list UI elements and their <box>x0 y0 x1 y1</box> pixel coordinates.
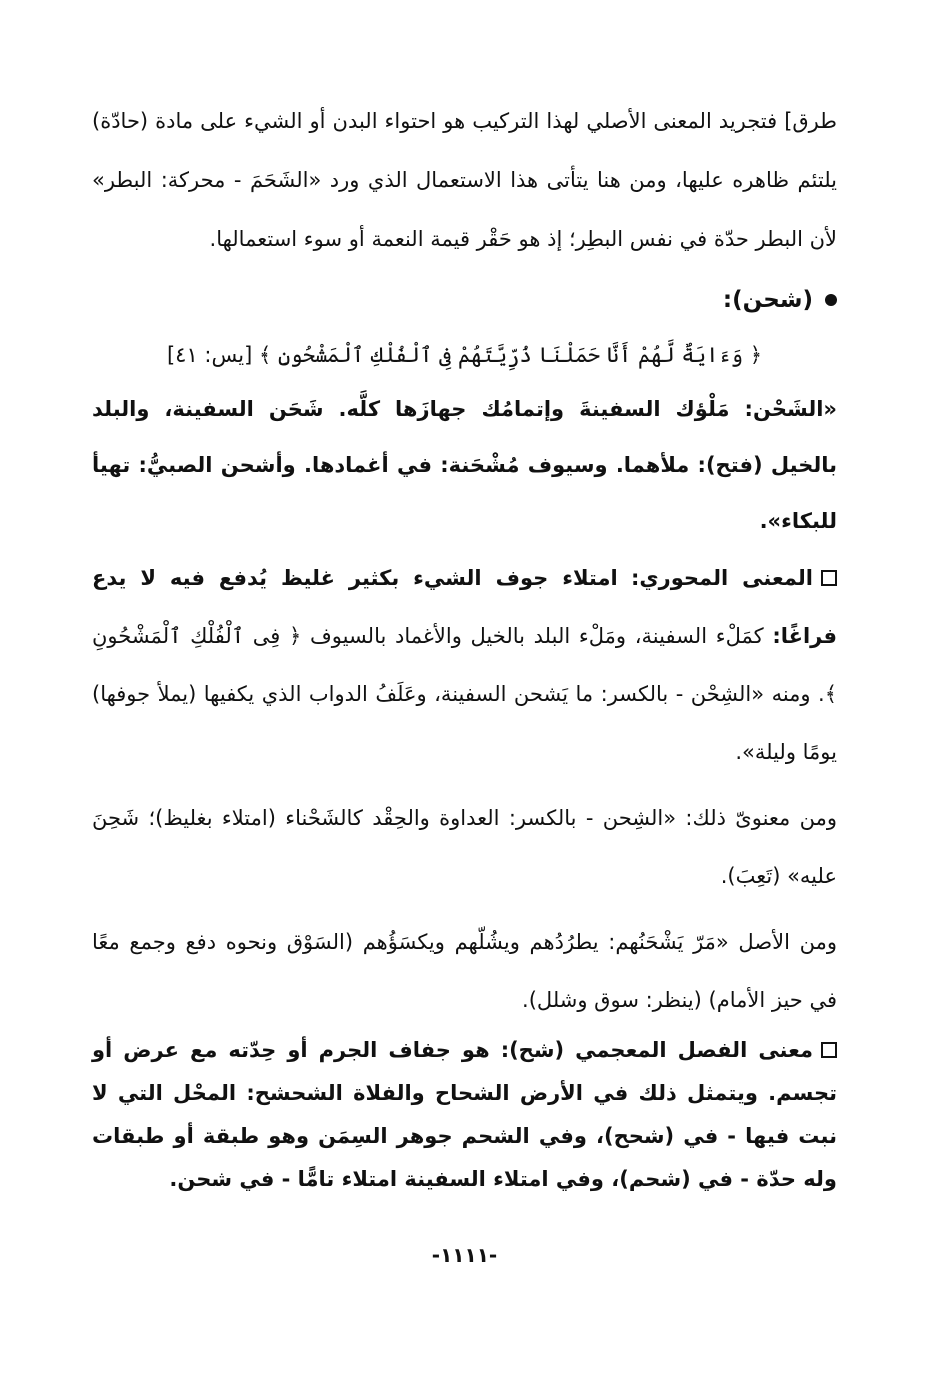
entry-heading-text: (شحن): <box>722 286 813 313</box>
origin-paragraph: ومن الأصل «مَرّ يَشْحَنُهم: يطرُدُهم ويشُلّهم ويكسَؤُهم (السَوْق ونحوه دفع وجمع معًا في حيز الأمام) (ينظر: سوق وشلل). <box>92 930 837 1012</box>
entry-heading <box>92 271 837 329</box>
lexical-chapter-label: معنى الفصل المعجمي (شح): <box>500 1038 813 1062</box>
page-body <box>92 92 837 1201</box>
square-bullet-icon <box>821 570 837 586</box>
bullet-icon <box>825 294 837 306</box>
page-number: -١١١١- <box>431 1243 498 1267</box>
axial-meaning-paragraph <box>92 549 837 781</box>
verse-reference: [يس: ٤١] <box>166 343 253 367</box>
moral-meaning-paragraph: ومن معنوىّ ذلك: «الشِحن - بالكسر: العداوة والحِقْد كالشَحْناء (امتلاء بغليظ)؛ شَحِنَ عليه» (تَعِبَ). <box>92 806 837 888</box>
axial-meaning-lead: امتلاء جوف الشيء بكثير غليظ يُدفع فيه لا يدع فراغًا: <box>92 566 837 648</box>
intro-paragraph: طرق] فتجريد المعنى الأصلي لهذا التركيب هو احتواء البدن أو الشيء على مادة (حادّة) يلتئم ظاهره عليها، ومن هنا يتأتى هذا الاستعمال الذي ورد «الشَحَمَ - محركة: البطر» لأن البطر حدّة في نفس البطِر؛ إذ هو حَقْر قيمة النعمة أو سوء استعمالها. <box>92 109 837 251</box>
lexical-chapter-body: هو جفاف الجرم أو حِدّته مع عرض أو تجسم. ويتمثل ذلك في الأرض الشحاح والفلاة الشحشح: المحْل التي لا نبت فيها - في (شحح)، وفي الشحم جوهر السِمَن وهو طبقة أو طبقات وله حدّة - في (شحم)، وفي امتلاء السفينة امتلاء تامًّا - في شحن. <box>92 1038 837 1191</box>
verse-text: ﴿ وَءَايَةٌ لَّهُمْ أَنَّا حَمَلْنَا ذُرِّيَّتَهُمْ فِى ٱلْفُلْكِ ٱلْمَشْحُونِ ﴾ <box>258 343 763 367</box>
dictionary-definition: «الشَحْن: مَلْؤك السفينةَ وإتمامُك جهازَها كلَّه. شَحَن السفينة، والبلد بالخيل (فتح): ملأهما. وسيوف مُشْحَنة: في أغمادها. وأشحن الصبيُّ: تهيأ للبكاء». <box>92 397 837 533</box>
lexical-chapter-paragraph <box>92 1029 837 1201</box>
square-bullet-icon <box>821 1042 837 1058</box>
axial-meaning-label: المعنى المحوري: <box>631 566 813 590</box>
axial-meaning-body: كمَلْء السفينة، ومَلْء البلد بالخيل والأغماد بالسيوف ﴿ فِى ٱلْفُلْكِ ٱلْمَشْحُونِ ﴾. ومنه «الشِحْن - بالكسر: ما يَشحن السفينة، وعَلَفُ الدواب الذي يكفيها (يملأ جوفها) يومًا وليلة». <box>92 624 837 764</box>
quran-verse <box>92 329 837 381</box>
